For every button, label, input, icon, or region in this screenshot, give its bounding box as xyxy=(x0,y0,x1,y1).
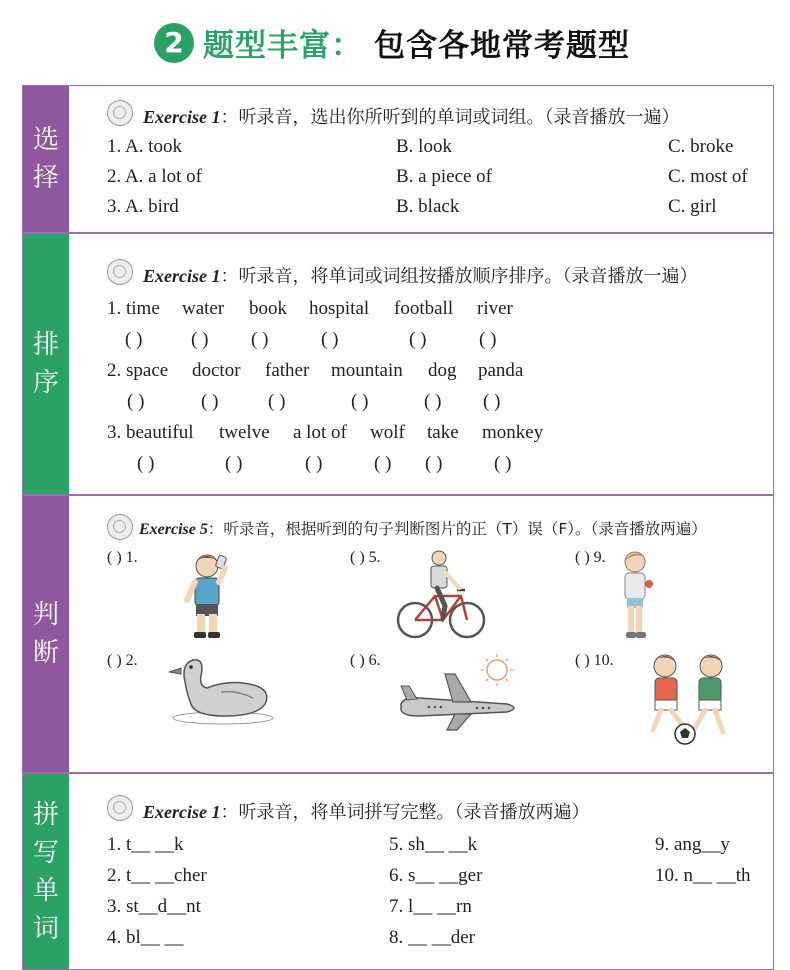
answer-blank[interactable]: ( ) xyxy=(409,329,427,350)
answer-blank[interactable]: ( ) xyxy=(305,453,323,474)
word: 2. space xyxy=(107,360,169,381)
boys-football-picture xyxy=(635,650,741,748)
section-content xyxy=(69,86,773,232)
answer-blank[interactable]: ( ) xyxy=(494,453,512,474)
tab-char: 判 xyxy=(32,600,59,630)
spelling-item[interactable]: 1. t__ __k xyxy=(107,834,184,855)
word: water xyxy=(182,298,225,319)
word: take xyxy=(427,422,459,443)
word: dog xyxy=(428,360,457,381)
word: book xyxy=(249,298,287,319)
tab-char: 写 xyxy=(32,837,59,868)
answer-blank[interactable]: ( ) xyxy=(321,329,339,350)
exercise-text: ：听录音，将单词拼写完整。（录音播放两遍） xyxy=(220,802,590,823)
exercise-instruction xyxy=(139,517,707,539)
word: wolf xyxy=(370,422,405,443)
exercise-text: ：听录音，将单词或词组按播放顺序排序。（录音播放一遍） xyxy=(220,266,698,287)
spelling-item[interactable]: 4. bl__ __ xyxy=(107,927,184,948)
option-text: B. look xyxy=(396,136,452,157)
spelling-item[interactable]: 6. s__ __ger xyxy=(389,865,483,886)
section-choose xyxy=(22,85,774,233)
tab-char: 拼 xyxy=(32,799,59,830)
exercise-label: Exercise 1 xyxy=(143,802,221,822)
number-badge: 2 xyxy=(154,23,194,63)
boy-drinking-picture xyxy=(177,548,237,640)
audio-disc-icon xyxy=(107,100,133,126)
answer-blank[interactable]: ( ) xyxy=(225,453,243,474)
judge-item[interactable]: ( ) 9. xyxy=(575,549,606,566)
word: a lot of xyxy=(293,422,347,443)
judge-item[interactable]: ( ) 5. xyxy=(350,549,381,566)
word: 3. beautiful xyxy=(107,422,194,443)
spelling-item[interactable]: 9. ang__y xyxy=(655,834,730,855)
judge-item[interactable]: ( ) 6. xyxy=(350,652,381,669)
page-header xyxy=(0,0,790,82)
spelling-item[interactable]: 2. t__ __cher xyxy=(107,865,207,886)
tab-char: 择 xyxy=(32,163,59,193)
option-text: 1. A. took xyxy=(107,136,182,157)
answer-blank[interactable]: ( ) xyxy=(483,391,501,412)
bicycle-picture xyxy=(395,546,489,642)
tab-judge xyxy=(23,496,69,772)
option-text: C. girl xyxy=(668,196,717,217)
answer-blank[interactable]: ( ) xyxy=(479,329,497,350)
answer-blank[interactable]: ( ) xyxy=(351,391,369,412)
answer-blank[interactable]: ( ) xyxy=(424,391,442,412)
option-text: C. most of xyxy=(668,166,748,187)
spelling-item[interactable]: 7. l__ __rn xyxy=(389,896,472,917)
word: panda xyxy=(478,360,524,381)
option-text: B. black xyxy=(396,196,460,217)
answer-blank[interactable]: ( ) xyxy=(201,391,219,412)
tab-char: 单 xyxy=(32,875,59,906)
exercise-text: ：听录音，选出你所听到的单词或词组。（录音播放一遍） xyxy=(220,107,680,128)
boy-standing-picture xyxy=(615,548,655,642)
judge-item[interactable]: ( ) 2. xyxy=(107,652,138,669)
judge-item[interactable]: ( ) 10. xyxy=(575,652,614,669)
tab-char: 选 xyxy=(32,125,59,155)
section-content xyxy=(69,496,773,772)
exercise-instruction xyxy=(143,798,589,824)
exercise-text: ：听录音，根据听到的句子判断图片的正（T）误（F）。（录音播放两遍） xyxy=(207,520,707,538)
section-content xyxy=(69,774,773,969)
spelling-item[interactable]: 3. st__d__nt xyxy=(107,896,201,917)
answer-blank[interactable]: ( ) xyxy=(127,391,145,412)
answer-blank[interactable]: ( ) xyxy=(251,329,269,350)
tab-order xyxy=(23,234,69,494)
word: river xyxy=(477,298,513,319)
option-text: B. a piece of xyxy=(396,166,493,187)
spelling-item[interactable]: 10. n__ __th xyxy=(655,865,751,886)
exercise-label: Exercise 5 xyxy=(139,521,208,538)
tab-char: 词 xyxy=(32,913,59,944)
answer-blank[interactable]: ( ) xyxy=(191,329,209,350)
airplane-picture xyxy=(397,652,531,732)
answer-blank[interactable]: ( ) xyxy=(268,391,286,412)
audio-disc-icon xyxy=(107,259,133,285)
spelling-item[interactable]: 5. sh__ __k xyxy=(389,834,478,855)
audio-disc-icon xyxy=(107,795,133,821)
answer-blank[interactable]: ( ) xyxy=(137,453,155,474)
option-text: 2. A. a lot of xyxy=(107,166,202,187)
section-judge xyxy=(22,495,774,773)
word: mountain xyxy=(331,360,403,381)
judge-item[interactable]: ( ) 1. xyxy=(107,549,138,566)
tab-char: 序 xyxy=(32,368,59,398)
exercise-label: Exercise 1 xyxy=(143,266,221,286)
exercise-instruction xyxy=(143,103,679,129)
section-spell xyxy=(22,773,774,970)
answer-blank[interactable]: ( ) xyxy=(125,329,143,350)
answer-blank[interactable]: ( ) xyxy=(425,453,443,474)
audio-disc-icon xyxy=(107,514,133,540)
exercise-instruction xyxy=(143,262,697,288)
tab-choose xyxy=(23,86,69,232)
section-content xyxy=(69,234,773,494)
exercise-label: Exercise 1 xyxy=(143,107,221,127)
word: monkey xyxy=(482,422,544,443)
duck-picture xyxy=(161,652,277,726)
word: twelve xyxy=(219,422,270,443)
header-title: 包含各地常考题型 xyxy=(374,28,630,64)
answer-blank[interactable]: ( ) xyxy=(374,453,392,474)
word: doctor xyxy=(192,360,241,381)
spelling-item[interactable]: 8. __ __der xyxy=(389,927,476,948)
word: football xyxy=(394,298,454,319)
option-text: C. broke xyxy=(668,136,734,157)
tab-spell xyxy=(23,774,69,969)
section-order xyxy=(22,233,774,495)
tab-char: 排 xyxy=(32,330,59,360)
option-text: 3. A. bird xyxy=(107,196,179,217)
tab-char: 断 xyxy=(32,638,59,668)
word: father xyxy=(265,360,310,381)
header-highlight: 题型丰富： xyxy=(203,28,363,64)
word: 1. time xyxy=(107,298,160,319)
word: hospital xyxy=(309,298,370,319)
